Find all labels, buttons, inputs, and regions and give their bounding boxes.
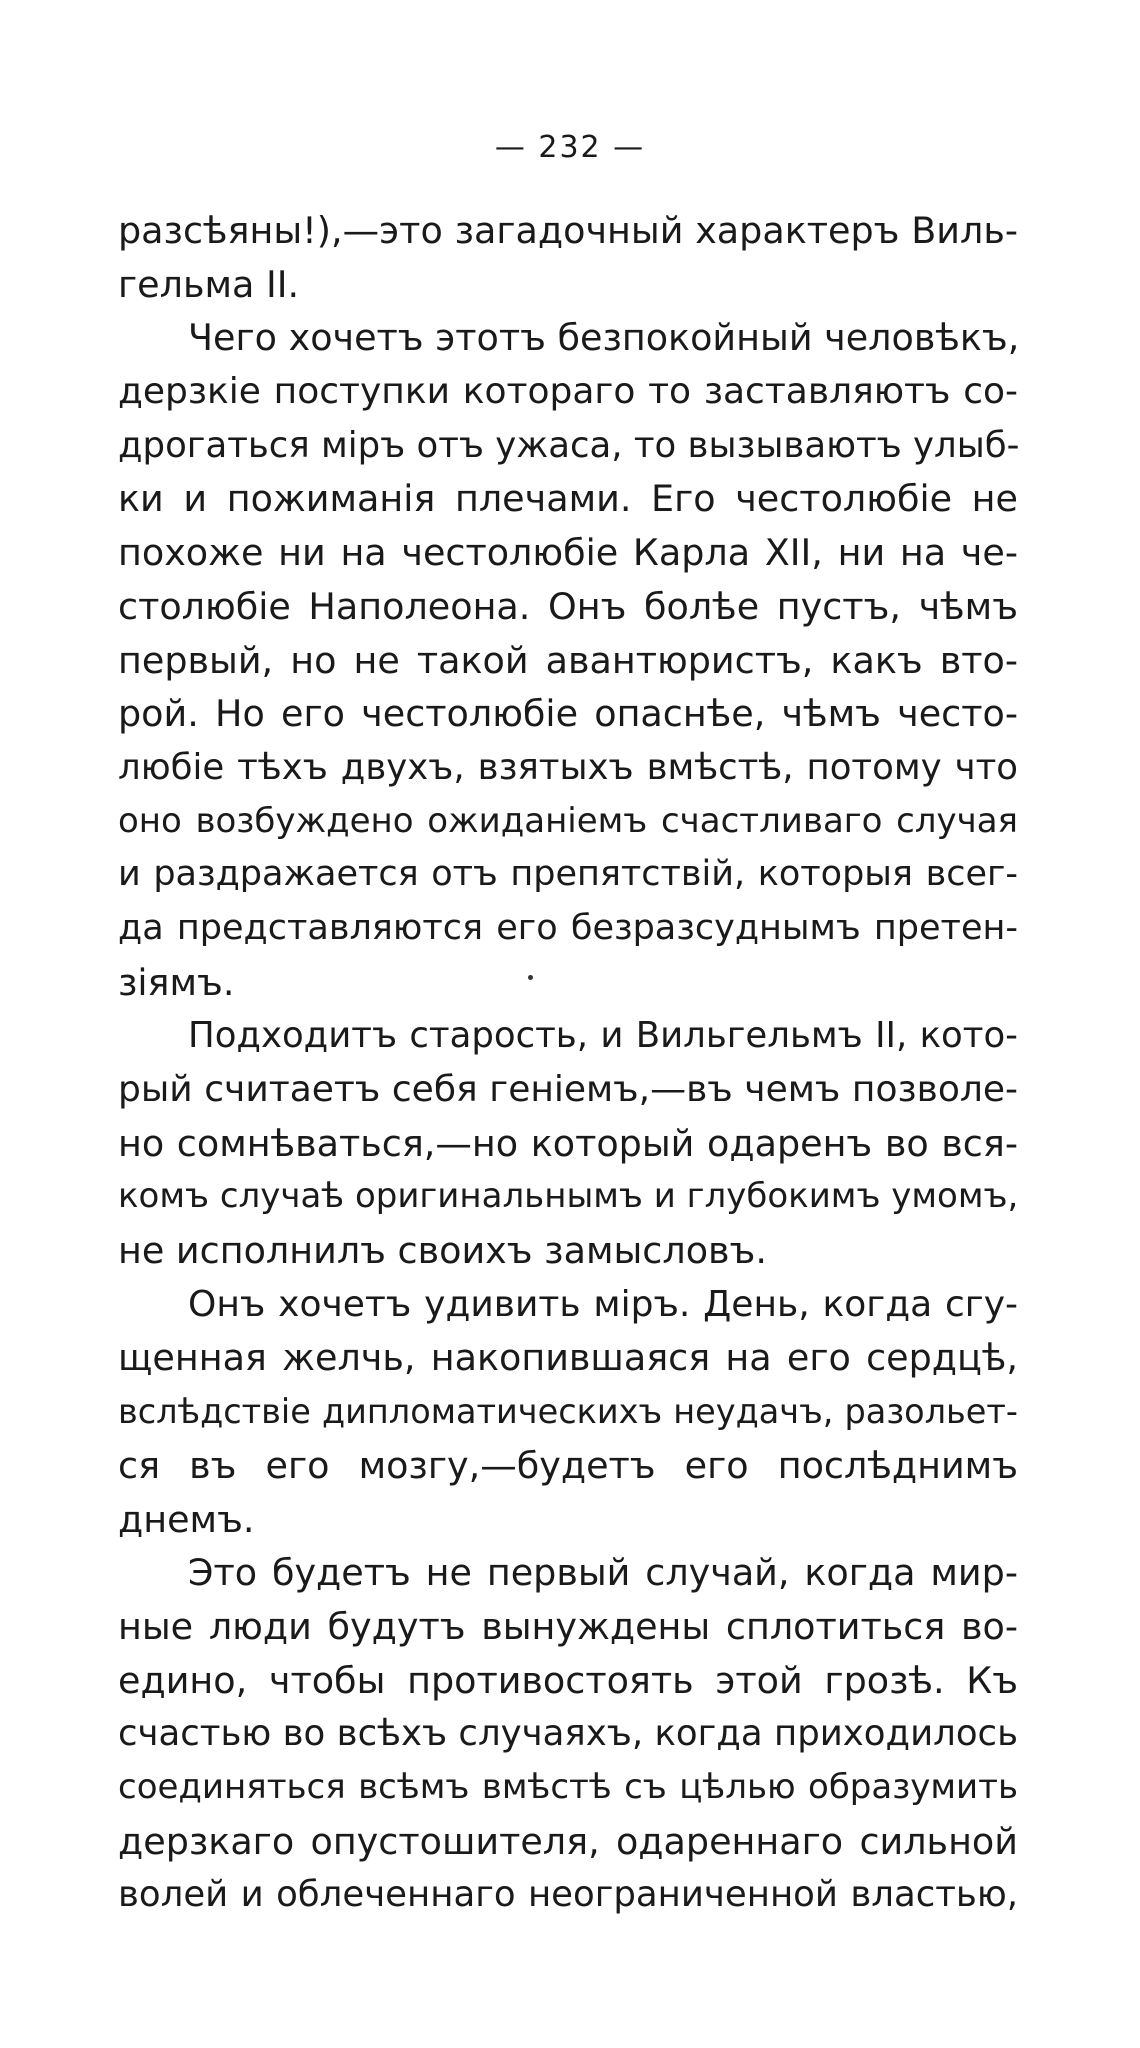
text-line: Это будетъ не первый случай, когда мир- [188,1551,1018,1595]
text-line: днемъ. [118,1497,255,1541]
text-line: похоже ни на честолюбіе Карла XII, ни на че- [118,531,1018,575]
text-line: первый, но не такой авантюристъ, какъ вто- [118,638,1018,682]
text-line: ные люди будутъ вынуждены сплотиться во- [118,1604,1018,1648]
print-speck [528,975,533,980]
body-text [118,204,1018,1922]
text-line: оно возбуждено ожиданіемъ счастливаго случая [118,800,1018,841]
text-line: зіямъ. [118,960,235,1004]
text-line: гельма II. [118,262,300,306]
text-line: дерзкаго опустошителя, одареннаго сильной [118,1819,1018,1863]
text-line: да представляются его безразсуднымъ претен- [118,907,1018,948]
text-line: дерзкіе поступки котораго то заставляютъ со- [118,371,1018,413]
text-line: едино, чтобы противостоять этой грозѣ. Къ [118,1658,1018,1702]
text-line: рый считаетъ себя геніемъ,—въ чемъ позволе- [118,1069,1018,1110]
text-line: и раздражается отъ препятствій, которыя всег- [118,854,1018,895]
text-line: Подходитъ старость, и Вильгельмъ II, кото- [188,1015,1018,1057]
text-line: не исполнилъ своихъ замысловъ. [118,1229,767,1273]
text-line: Онъ хочетъ удивить міръ. День, когда сгу- [188,1283,1018,1325]
text-line: любіе тѣхъ двухъ, взятыхъ вмѣстѣ, потому что [118,746,1018,788]
text-line: соединяться всѣмъ вмѣстѣ съ цѣлью образумить [118,1766,1018,1807]
text-line: разсѣяны!),—это загадочный характеръ Виль- [118,209,1018,252]
text-line: столюбіе Наполеона. Онъ болѣе пустъ, чѣмъ [118,584,1018,628]
text-line: ки и пожиманія плечами. Его честолюбіе не [118,477,1018,521]
page-number: — 232 — [494,130,646,165]
text-line: Чего хочетъ этотъ безпокойный человѣкъ, [188,316,1020,360]
text-line: но сомнѣваться,—но который одаренъ во вся- [118,1121,1018,1165]
text-line: рой. Но его честолюбіе опаснѣе, чѣмъ често- [118,692,1018,736]
text-line: ся въ его мозгу,—будетъ его послѣднимъ [118,1443,1018,1487]
text-line: комъ случаѣ оригинальнымъ и глубокимъ умомъ, [118,1176,1019,1217]
text-line: счастью во всѣхъ случаяхъ, когда приходилось [118,1713,1018,1755]
text-line: вслѣдствіе дипломатическихъ неудачъ, разольет- [118,1392,1018,1432]
text-line: волей и облеченнаго неограниченной властью, [118,1874,1018,1916]
text-line: щенная желчь, накопившаяся на его сердцѣ, [118,1336,1018,1380]
text-line: дрогаться міръ отъ ужаса, то вызываютъ улыб- [118,424,1020,466]
